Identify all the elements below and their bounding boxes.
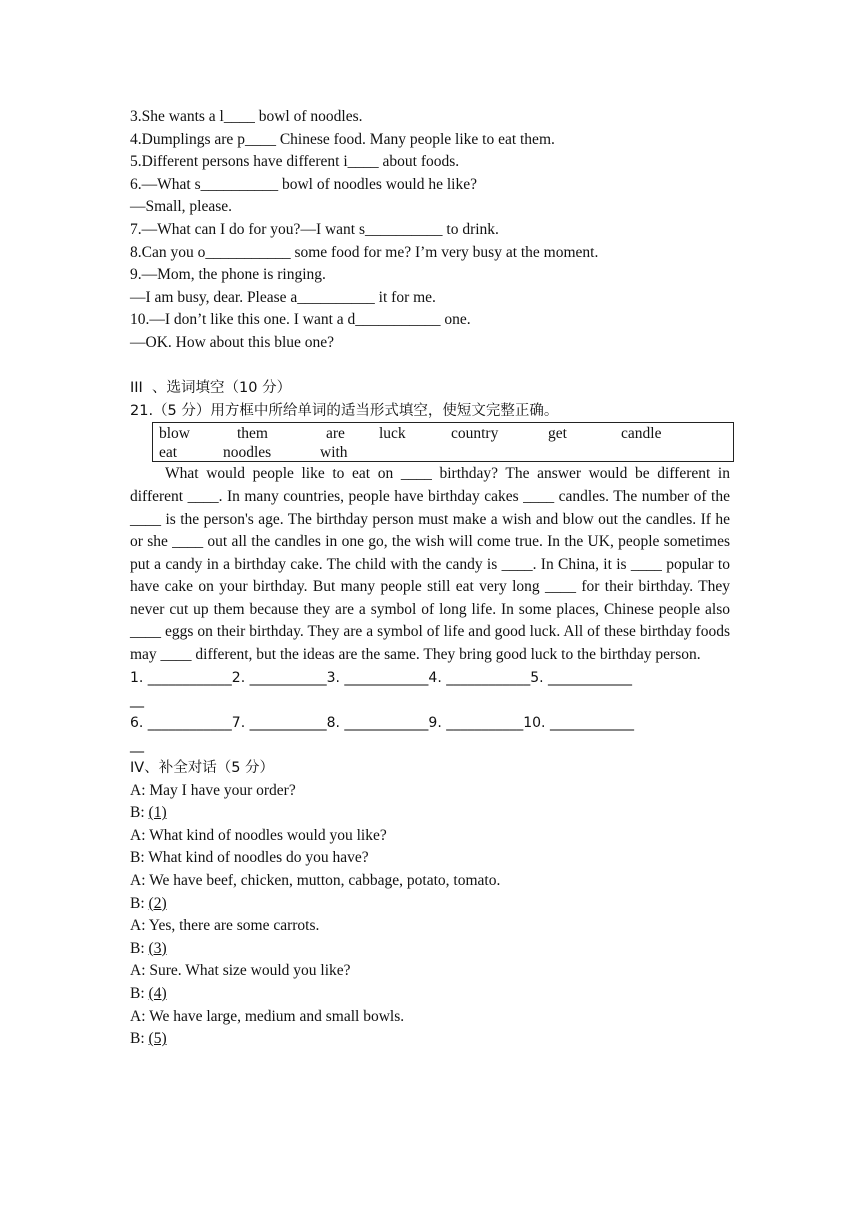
dialogue-text: A: What kind of noodles would you like? [130, 826, 387, 844]
dialogue [130, 780, 730, 1051]
dialogue-line [130, 780, 730, 803]
word-box-word: with [320, 444, 348, 462]
fill-item: —OK. How about this blue one? [130, 333, 335, 351]
word-box-row-2 [159, 443, 727, 462]
dialogue-text: B: [130, 984, 149, 1002]
section3-instruction: 21.（5 分）用方框中所给单词的适当形式填空，使短文完整正确。 [130, 402, 559, 419]
fill-item: 7.—What can I do for you?—I want s__________ to drink. [130, 220, 499, 238]
dialogue-text: A: We have large, medium and small bowls. [130, 1007, 405, 1025]
dialogue-text: A: Yes, there are some carrots. [130, 917, 320, 935]
dialogue-line [130, 825, 730, 848]
dialogue-blank[interactable]: (2) [148, 894, 167, 912]
fill-item: 3.She wants a l____ bowl of noodles. [130, 108, 363, 125]
word-box-word: noodles [223, 444, 272, 462]
word-box [152, 422, 734, 462]
dialogue-line [130, 893, 730, 916]
word-box-word: get [548, 425, 567, 443]
word-box-word: eat [159, 444, 178, 462]
fill-in-items [130, 106, 730, 355]
dialogue-blank[interactable]: (3) [148, 939, 167, 957]
answer-blanks-row-1: 1. ____________2. ___________3. ____________4. ____________5. ____________ [130, 669, 633, 686]
word-box-row-1 [159, 424, 727, 443]
fill-item: 10.—I don’t like this one. I want a d___________ one. [130, 311, 471, 329]
fill-item: 9.—Mom, the phone is ringing. [130, 266, 326, 284]
dialogue-text: A: Sure. What size would you like? [130, 962, 351, 980]
fill-item: —I am busy, dear. Please a__________ it for me. [130, 288, 436, 306]
dialogue-line [130, 960, 730, 983]
word-box-word: them [237, 425, 268, 443]
dialogue-line [130, 983, 730, 1006]
answer-blanks-row-1-wrap: __ [130, 692, 144, 709]
cloze-passage [130, 463, 730, 666]
dialogue-text: A: May I have your order? [130, 781, 296, 799]
dialogue-line [130, 938, 730, 961]
dialogue-text: B: [130, 939, 149, 957]
dialogue-blank[interactable]: (4) [148, 984, 167, 1002]
dialogue-text: A: We have beef, chicken, mutton, cabbage, potato, tomato. [130, 872, 501, 889]
dialogue-text: B: [130, 1030, 149, 1048]
dialogue-line [130, 915, 730, 938]
fill-item: 8.Can you o___________ some food for me? I’m very busy at the moment. [130, 243, 599, 261]
dialogue-line [130, 1028, 730, 1051]
section4-title: IV、补全对话（5 分） [130, 760, 275, 777]
spacer [130, 355, 730, 378]
worksheet-page [130, 106, 730, 1051]
answer-blanks-row-2: 6. ____________7. ___________8. ____________9. ___________10. ____________ [130, 714, 634, 731]
fill-item: 6.—What s__________ bowl of noodles would he like? [130, 175, 477, 193]
word-box-word: blow [159, 425, 190, 443]
fill-item: 5.Different persons have different i____ about foods. [130, 153, 460, 171]
dialogue-line [130, 1006, 730, 1029]
section3-title: III 、选词填空（10 分） [130, 380, 292, 397]
fill-item: —Small, please. [130, 198, 233, 216]
word-box-word: country [451, 425, 499, 443]
fill-item: 4.Dumplings are p____ Chinese food. Many people like to eat them. [130, 130, 555, 148]
answer-blanks-row-2-wrap: __ [130, 737, 144, 754]
dialogue-line [130, 802, 730, 825]
dialogue-text: B: [130, 894, 149, 912]
dialogue-line [130, 847, 730, 870]
dialogue-blank[interactable]: (5) [148, 1030, 167, 1048]
dialogue-line [130, 870, 730, 893]
word-box-word: are [326, 425, 345, 443]
cloze-passage-text: What would people like to eat on ____ birthday? The answer would be different in different ____. In many countries, people have birthday cakes ____ candles. The number of the ____ is the person's age. The birthday person must make a wish and blow out the candles. If he or she ____ out all the candles in one go, the wish will come true. In the UK, people sometimes put a candy in a birthday cake. The child with the candy is ____. In China, it is ____ popular to have cake on your birthday. But many people still eat very long ____ for their birthday. They never cut up them because they are a symbol of long life. In some places, Chinese people also ____ eggs on their birthday. They are a symbol of life and good luck. All of these birthday foods may ____ different, but the ideas are the same. They bring good luck to the birthday person. [130, 465, 730, 664]
dialogue-blank[interactable]: (1) [148, 804, 167, 822]
word-box-word: candle [621, 425, 662, 443]
dialogue-text: B: What kind of noodles do you have? [130, 849, 369, 867]
word-box-word: luck [379, 425, 406, 443]
dialogue-text: B: [130, 804, 149, 822]
